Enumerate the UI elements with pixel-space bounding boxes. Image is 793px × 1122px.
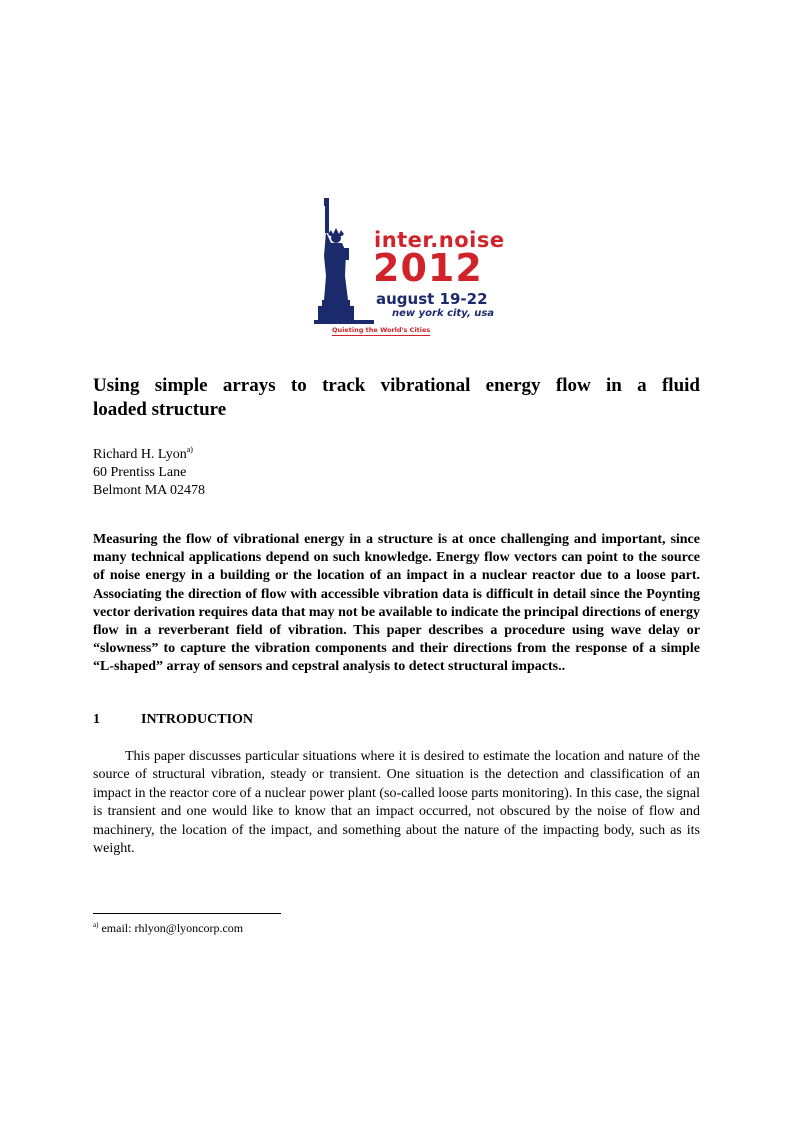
logo-title: inter.noise (374, 228, 505, 252)
logo-dates: august 19-22 (376, 290, 488, 308)
conference-logo (312, 196, 505, 340)
introduction-paragraph: This paper discusses particular situations where it is desired to estimate the location and nature of the source of structural vibration, steady or transient. One situation is the detection and classification of an impact in the reactor core of a nuclear power plant (so-called loose parts monitoring). In this case, the signal is transient and one would like to know that an impact occurred, not obscured by the noise of flow and machinery, the location of the impact, and something about the nature of the impacting body, such as its weight. (93, 749, 700, 857)
logo-year: 2012 (373, 246, 483, 290)
author-name-line (93, 446, 205, 464)
logo-tagline: Quieting the World's Cities (332, 326, 431, 334)
footnote (93, 921, 243, 936)
author-block (93, 446, 205, 500)
footnote-text: email: rhlyon@lyoncorp.com (101, 921, 244, 935)
paper-title-line-1: Using simple arrays to track vibrational energy flow in a fluid (93, 375, 700, 396)
abstract: Measuring the flow of vibrational energy in a structure is at once challenging and important, since many technical applications depend on such knowledge. Energy flow vectors can point to the source of noise energy in a building or the location of an impact in a nuclear reactor due to a loose part. Associating the direction of flow with accessible vibration data is difficult in detail since the Poynting vector derivation requires data that may not be available to indicate the principal directions of energy flow in a reverberant field of vibration. This paper describes a procedure using wave delay or “slowness” to capture the vibration components and their directions from the response of a simple “L-shaped” array of sensors and cepstral analysis to detect structural impacts.. (93, 532, 700, 675)
author-address-1: 60 Prentiss Lane (93, 465, 187, 480)
footnote-marker: a) (93, 921, 99, 929)
section-number: 1 (93, 712, 100, 727)
paper-title (93, 374, 700, 422)
section-heading (93, 712, 253, 728)
author-footnote-marker: a) (186, 445, 193, 454)
logo-city: new york city, usa (392, 308, 495, 319)
paper-title-line-2: loaded structure (93, 399, 227, 420)
footnote-divider (93, 913, 281, 914)
section-title: INTRODUCTION (141, 712, 254, 727)
author-name: Richard H. Lyon (93, 447, 187, 462)
author-address-2: Belmont MA 02478 (93, 483, 206, 498)
